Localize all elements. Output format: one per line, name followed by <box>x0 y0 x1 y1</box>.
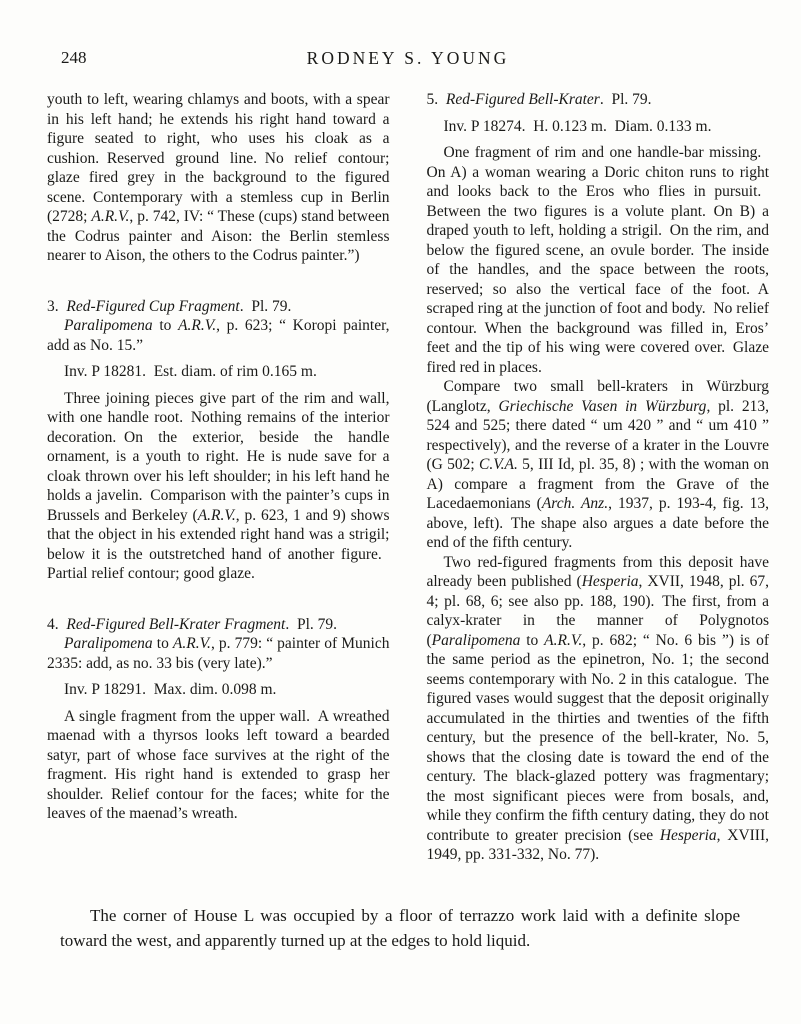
right-column <box>427 90 770 865</box>
entry-4-reference: Paralipomena to A.R.V., p. 779: “ painter of Munich 2335: add, as no. 33 bis (very late).” <box>47 635 390 672</box>
two-column-body <box>47 90 769 865</box>
entry-3-heading: 3. Red-Figured Cup Fragment. Pl. 79. <box>47 297 292 315</box>
running-header <box>47 48 769 70</box>
entry-4-heading: 4. Red-Figured Bell-Krater Fragment. Pl. 79. <box>47 615 338 633</box>
left-column <box>47 90 390 865</box>
entry-3-reference: Paralipomena to A.R.V., p. 623; “ Koropi painter, add as No. 15.” <box>47 317 390 354</box>
entry-5-paragraph-3: Two red-figured fragments from this deposit have already been published (Hesperia, XVII, 1948, pl. 67, 4; pl. 68, 6; see also pp. 188, 190). The first, from a calyx-krater in the manner of Polygnotos (Paralipomena to A.R.V., p. 682; “ No. 6 bis ”) is of the same period as the epinetron, No. 1; the second seems contemporary with No. 2 in this catalogue. The figured vases would suggest that the deposit originally accumulated in the thirties and twenties of the fifth century, but the presence of the bell-krater, No. 5, shows that the closing date is toward the end of the century. The black-glazed pottery was fragmentary; the most significant pieces were from bosals, and, while they confirm the fifth century dating, they do not contribute to greater precision (see Hesperia, XVIII, 1949, pp. 331-332, No. 77). <box>426 553 770 863</box>
entry-5-paragraph-2: Compare two small bell-kraters in Würzburg (Langlotz, Griechische Vasen in Würzburg, pl. 213, 524 and 525; there dated “ um 420 ” and “ um 410 ” respectively), and the reverse of a krater in the Louvre (G 502; C.V.A. 5, III Id, pl. 35, 8) ; with the woman on A) compare a fragment from the Grave of the Lacedaemonians (Arch. Anz., 1937, p. 193-4, fig. 13, above, left). The shape also argues a date before the end of the fifth century. <box>426 378 770 551</box>
running-head-author: RODNEY S. YOUNG <box>306 48 510 68</box>
catalogue-entry-5 <box>427 90 770 865</box>
catalogue-entry-3 <box>47 297 390 584</box>
entry-4-description: A single fragment from the upper wall. A wreathed maenad with a thyrsos looks left toward a bearded satyr, part of whose face survives at the right of the fragment. His right hand is extended to grasp her shoulder. Relief contour for the faces; white for the leaves of the maenad’s wreath. <box>47 707 390 822</box>
continuation-paragraph: youth to left, wearing chlamys and boots, with a spear in his left hand; he extends his right hand toward a figure seated to right, who uses his cloak as a cushion. Reserved ground line. No relief contour; glaze fired grey in the background to the figured scene. Contemporary with a stemless cup in Berlin (2728; A.R.V., p. 742, IV: “ These (cups) stand between the Codrus painter and Aison: the Berlin stemless nearer to Aison, the others to the Codrus painter.”) <box>47 91 390 264</box>
entry-3-inventory: Inv. P 18281. Est. diam. of rim 0.165 m. <box>64 363 317 380</box>
page-number: 248 <box>61 48 87 67</box>
entry-5-heading: 5. Red-Figured Bell-Krater. Pl. 79. <box>426 91 652 108</box>
catalogue-entry-4 <box>47 615 390 824</box>
entry-5-paragraph-1: One fragment of rim and one handle-bar missing. On A) a woman wearing a Doric chiton runs to right and looks back to the Eros who flies in pursuit. Between the two figures is a volute plant. On B) a draped youth to left, holding a strigil. On the rim, and below the figured scene, an ovule border. The inside of the handles, and the space between the roots, reserved; so also the vertical face of the foot. A scraped ring at the junction of foot and body. No relief contour. When the background was filled in, Eros’ feet and the tip of his wing were covered over. Glaze fired red in places. <box>426 144 769 376</box>
entry-5-inventory: Inv. P 18274. H. 0.123 m. Diam. 0.133 m. <box>443 117 712 135</box>
closing-paragraph: The corner of House L was occupied by a floor of terrazzo work laid with a definite slope toward the west, and apparently turned up at the edges to hold liquid. <box>60 905 740 950</box>
entry-4-inventory: Inv. P 18291. Max. dim. 0.098 m. <box>64 681 277 698</box>
entry-3-description: Three joining pieces give part of the rim and wall, with one handle root. Nothing remains of the interior decoration. On the exterior, beside the handle ornament, is a youth to right. He is nude save for a cloak thrown over his left shoulder; in his left hand he holds a javelin. Comparison with the painter’s cups in Brussels and Berkeley (A.R.V., p. 623, 1 and 9) shows that the object in his extended right hand was a strigil; below it is the outstretched hand of another figure. Partial relief contour; good glaze. <box>47 389 390 582</box>
